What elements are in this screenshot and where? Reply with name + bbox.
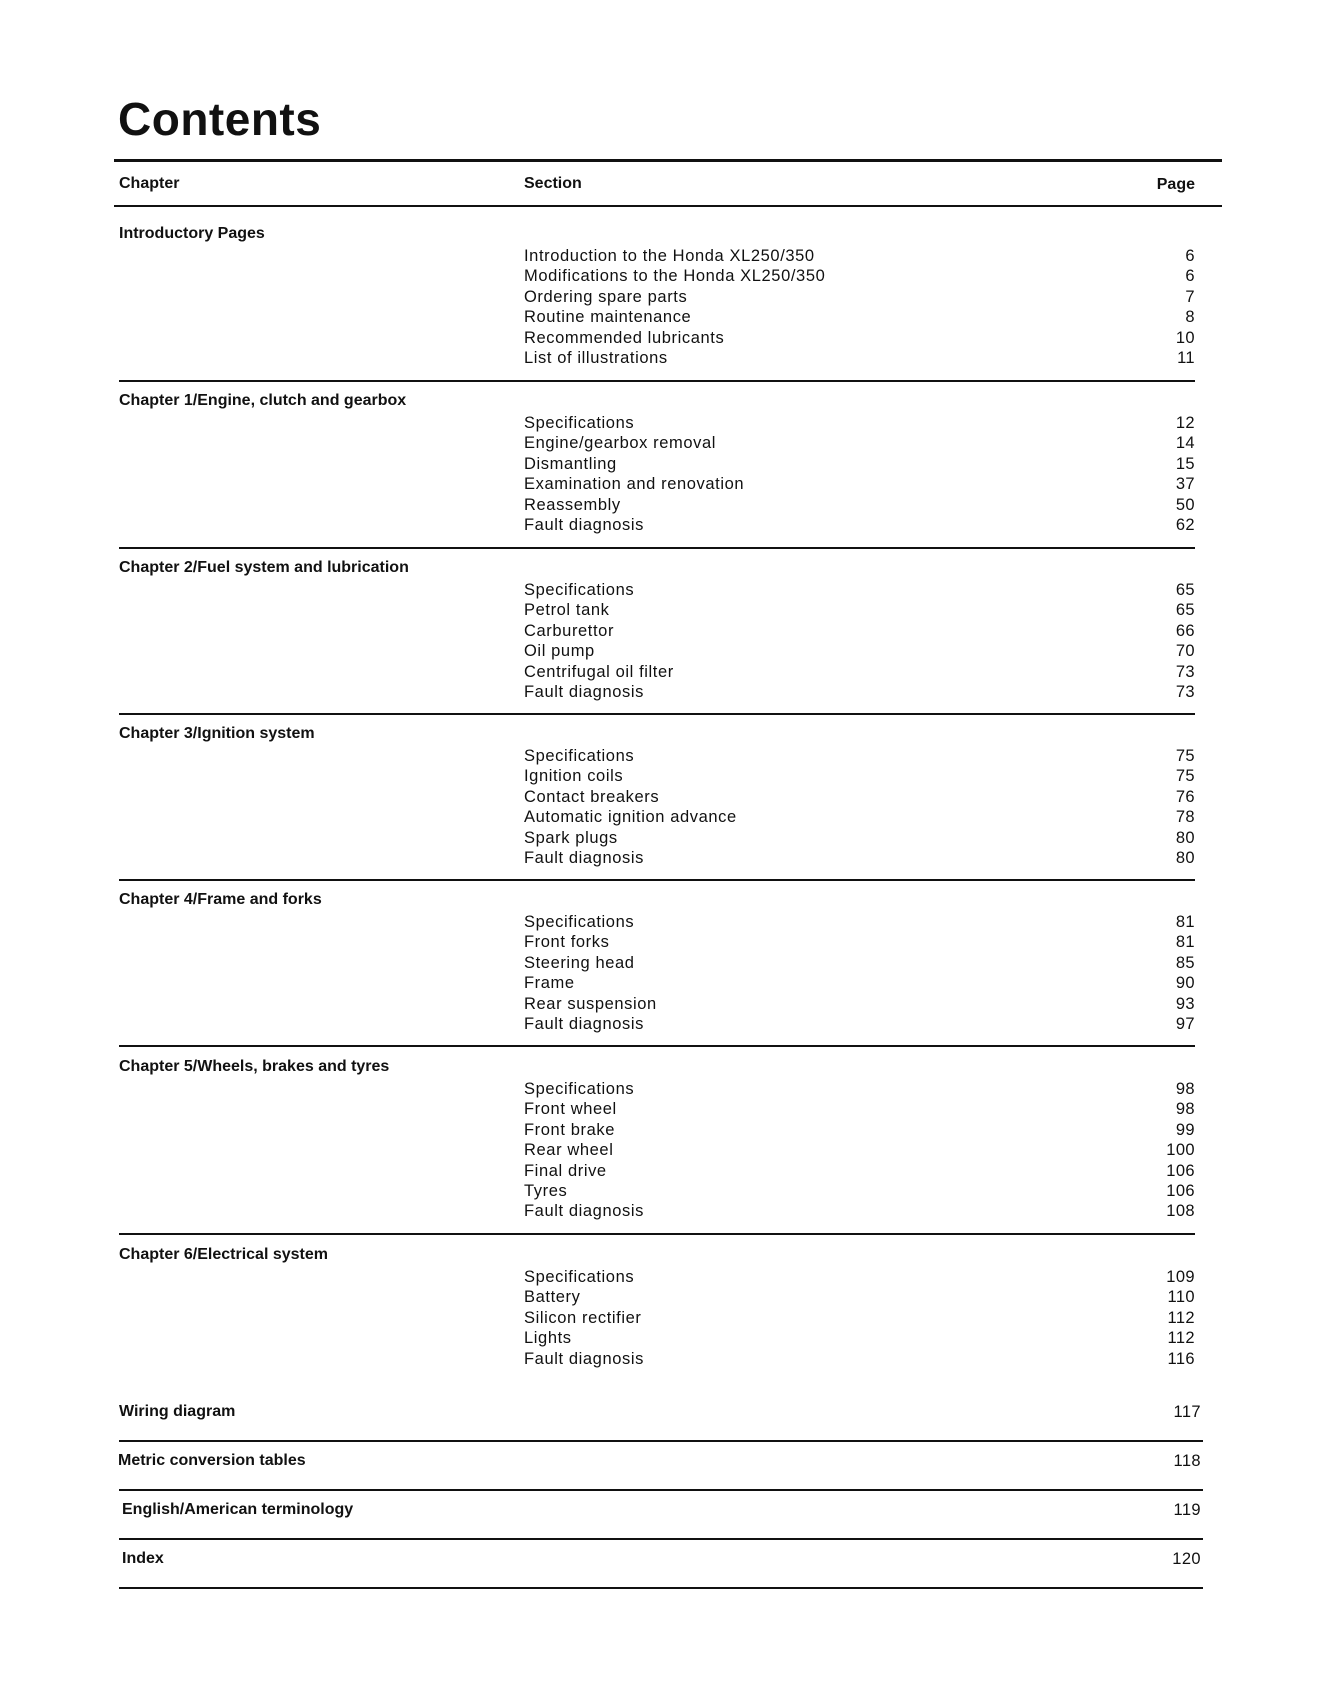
page-number: 116 [1167, 1349, 1195, 1368]
section-title: Recommended lubricants [524, 328, 725, 347]
section-title: Fault diagnosis [524, 1202, 644, 1221]
section-title: Tyres [524, 1182, 568, 1200]
section-title: Steering head [524, 953, 635, 972]
section-title: Dismantling [524, 454, 617, 473]
page-number: 108 [1166, 1202, 1195, 1221]
page-number: 6 [1185, 267, 1195, 286]
chapter-label: Chapter 6/Electrical system [119, 1246, 328, 1263]
section-title: Front wheel [524, 1100, 617, 1119]
page-number: 12 [1175, 414, 1195, 432]
page-number: 112 [1167, 1329, 1195, 1348]
page-number: 109 [1166, 1268, 1195, 1286]
chapter-label: Chapter 1/Engine, clutch and gearbox [119, 392, 407, 409]
section-title: Routine maintenance [524, 308, 692, 327]
page-number: 100 [1166, 1141, 1195, 1160]
header-top-rule [114, 159, 1222, 162]
appendix-label: Index [122, 1550, 164, 1567]
page-number: 75 [1175, 767, 1195, 786]
page-number: 62 [1175, 516, 1195, 534]
page-number: 65 [1175, 581, 1195, 599]
page-number: 15 [1175, 454, 1195, 473]
page-number: 120 [1172, 1550, 1201, 1568]
page-number: 6 [1185, 247, 1195, 265]
page-number: 90 [1175, 974, 1195, 993]
section-title: Specifications [524, 414, 635, 432]
page-number: 81 [1175, 913, 1195, 931]
group-divider [119, 380, 1195, 382]
section-title: Spark plugs [524, 828, 618, 847]
section-title: Fault diagnosis [524, 516, 644, 534]
group-divider [119, 879, 1195, 881]
section-title: Automatic ignition advance [524, 808, 737, 827]
section-title: Frame [524, 974, 575, 993]
section-title: Lights [524, 1329, 572, 1348]
section-title: Engine/gearbox removal [524, 434, 717, 453]
page-number: 106 [1166, 1182, 1195, 1200]
page-number: 118 [1173, 1452, 1201, 1470]
page-number: 14 [1175, 434, 1195, 453]
section-title: Introduction to the Honda XL250/350 [524, 247, 815, 265]
page-number: 110 [1167, 1288, 1195, 1307]
section-title: Reassembly [524, 495, 621, 514]
section-title: Specifications [524, 747, 635, 765]
page-number: 85 [1175, 953, 1195, 972]
page-number: 80 [1175, 849, 1195, 867]
section-title: Oil pump [524, 642, 595, 661]
page-number: 7 [1185, 287, 1195, 306]
section-title: Examination and renovation [524, 475, 745, 494]
page-number: 81 [1175, 933, 1195, 952]
page-number: 97 [1175, 1015, 1195, 1033]
section-title: Specifications [524, 1268, 635, 1286]
header-bottom-rule [114, 205, 1222, 207]
appendix-label: Metric conversion tables [118, 1452, 306, 1469]
page-number: 37 [1175, 475, 1195, 494]
page-number: 73 [1175, 662, 1195, 681]
section-title: Final drive [524, 1161, 607, 1180]
appendix-divider [119, 1489, 1203, 1491]
appendix-label: English/American terminology [122, 1501, 354, 1518]
page-number: 8 [1185, 308, 1195, 327]
page-number: 10 [1175, 328, 1195, 347]
group-divider [119, 1045, 1195, 1047]
appendix-divider [119, 1538, 1203, 1540]
section-title: Modifications to the Honda XL250/350 [524, 267, 826, 286]
chapter-label: Chapter 3/Ignition system [119, 725, 315, 742]
chapter-label: Introductory Pages [119, 225, 265, 242]
page-number: 65 [1175, 601, 1195, 620]
section-title: Silicon rectifier [524, 1308, 642, 1327]
chapter-label: Chapter 4/Frame and forks [119, 891, 322, 908]
section-title: Fault diagnosis [524, 683, 644, 701]
group-divider [119, 547, 1195, 549]
section-title: Fault diagnosis [524, 1349, 644, 1368]
page-number: 112 [1167, 1308, 1195, 1327]
section-title: Fault diagnosis [524, 1015, 644, 1033]
page-number: 119 [1173, 1501, 1201, 1519]
page-column-header: Page [1156, 176, 1195, 193]
group-divider [119, 1233, 1195, 1235]
section-title: Ordering spare parts [524, 287, 688, 306]
page-number: 117 [1173, 1403, 1201, 1421]
section-title: Contact breakers [524, 787, 660, 806]
page-number: 80 [1175, 828, 1195, 847]
page-number: 98 [1175, 1100, 1195, 1119]
section-title: Carburettor [524, 621, 615, 640]
appendix-label: Wiring diagram [119, 1403, 236, 1420]
group-divider [119, 713, 1195, 715]
page-number: 98 [1175, 1080, 1195, 1098]
page-number: 11 [1177, 349, 1195, 367]
chapter-column-header: Chapter [119, 175, 180, 192]
page-number: 73 [1175, 683, 1195, 701]
section-title: Front forks [524, 933, 610, 952]
chapter-label: Chapter 5/Wheels, brakes and tyres [119, 1058, 390, 1075]
page-number: 50 [1175, 495, 1195, 514]
section-title: Rear wheel [524, 1141, 614, 1160]
section-title: Petrol tank [524, 601, 610, 620]
appendix-divider [119, 1440, 1203, 1442]
section-title: Battery [524, 1288, 581, 1307]
chapter-label: Chapter 2/Fuel system and lubrication [119, 559, 409, 576]
page-number: 76 [1175, 787, 1195, 806]
section-title: Ignition coils [524, 767, 624, 786]
page-number: 75 [1175, 747, 1195, 765]
page-number: 70 [1175, 642, 1195, 661]
section-title: Centrifugal oil filter [524, 662, 674, 681]
page-number: 78 [1175, 808, 1195, 827]
section-title: List of illustrations [524, 349, 668, 367]
section-title: Rear suspension [524, 994, 657, 1013]
page-title: Contents [118, 93, 322, 145]
page-number: 66 [1175, 621, 1195, 640]
section-title: Front brake [524, 1120, 615, 1139]
section-title: Fault diagnosis [524, 849, 644, 867]
section-title: Specifications [524, 913, 635, 931]
appendix-divider [119, 1587, 1203, 1589]
section-title: Specifications [524, 581, 635, 599]
page-number: 93 [1175, 994, 1195, 1013]
page-number: 99 [1175, 1120, 1195, 1139]
section-title: Specifications [524, 1080, 635, 1098]
page-number: 106 [1166, 1161, 1195, 1180]
section-column-header: Section [524, 175, 582, 192]
